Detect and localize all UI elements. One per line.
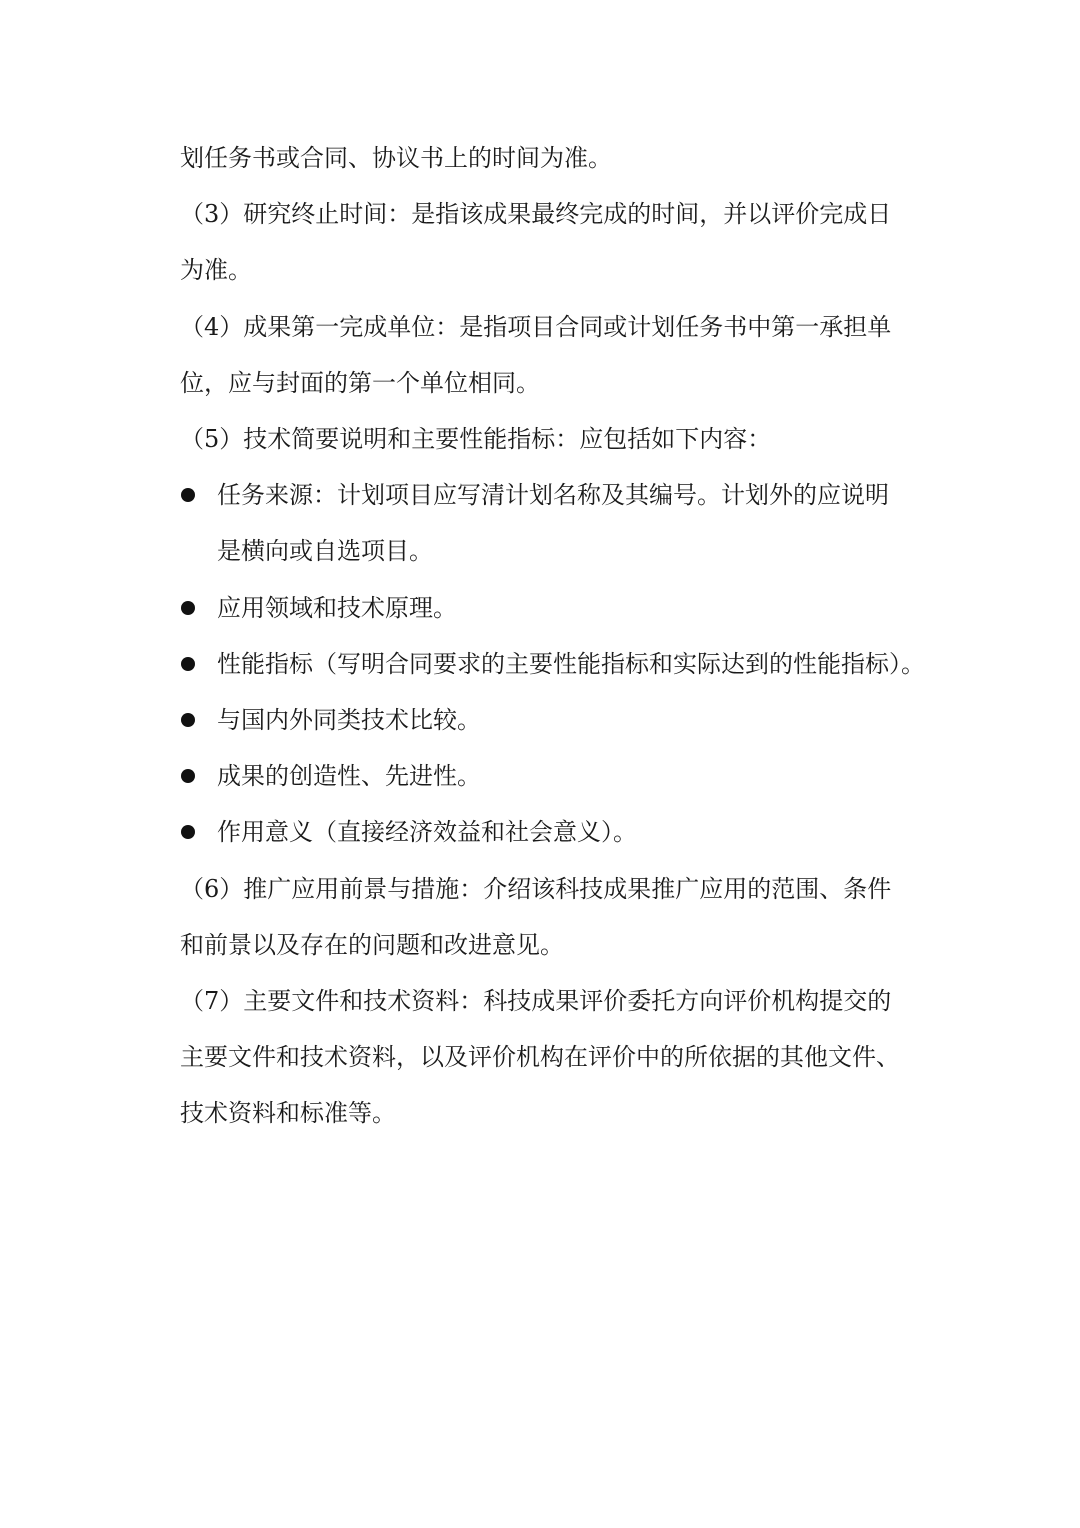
paragraph-line: 划任务书或合同、协议书上的时间为准。: [180, 144, 612, 172]
bullet-icon: [181, 601, 195, 615]
bullet-icon: [181, 825, 195, 839]
paragraph-line: 主要文件和技术资料，以及评价机构在评价中的所依据的其他文件、: [180, 1043, 900, 1072]
bullet-icon: [181, 657, 195, 671]
paragraph-line: （6）推广应用前景与措施：介绍该科技成果推广应用的范围、条件: [180, 874, 892, 903]
paragraph-line: 为准。: [180, 256, 252, 285]
bullet-icon: [181, 769, 195, 783]
bullet-item-line: 作用意义（直接经济效益和社会意义）。: [217, 818, 637, 847]
paragraph-line: （4）成果第一完成单位：是指项目合同或计划任务书中第一承担单: [180, 312, 892, 341]
bullet-item-line: 任务来源：计划项目应写清计划名称及其编号。计划外的应说明: [217, 481, 889, 510]
paragraph-line: 和前景以及存在的问题和改进意见。: [180, 930, 564, 959]
paragraph-line: 位，应与封面的第一个单位相同。: [180, 368, 540, 397]
bullet-item-line: 成果的创造性、先进性。: [217, 762, 481, 791]
paragraph-line: （3）研究终止时间：是指该成果最终完成的时间，并以评价完成日: [180, 200, 892, 229]
paragraph-line: （5）技术简要说明和主要性能指标：应包括如下内容：: [180, 425, 772, 453]
paragraph-line: （7）主要文件和技术资料：科技成果评价委托方向评价机构提交的: [180, 987, 892, 1015]
bullet-item-line: 是横向或自选项目。: [217, 537, 433, 566]
paragraph-line: 技术资料和标准等。: [180, 1099, 396, 1128]
bullet-icon: [181, 488, 195, 502]
bullet-item-line: 与国内外同类技术比较。: [217, 706, 481, 734]
bullet-icon: [181, 713, 195, 727]
bullet-item-line: 应用领域和技术原理。: [217, 593, 457, 622]
bullet-item-line: 性能指标（写明合同要求的主要性能指标和实际达到的性能指标）。: [217, 649, 925, 678]
